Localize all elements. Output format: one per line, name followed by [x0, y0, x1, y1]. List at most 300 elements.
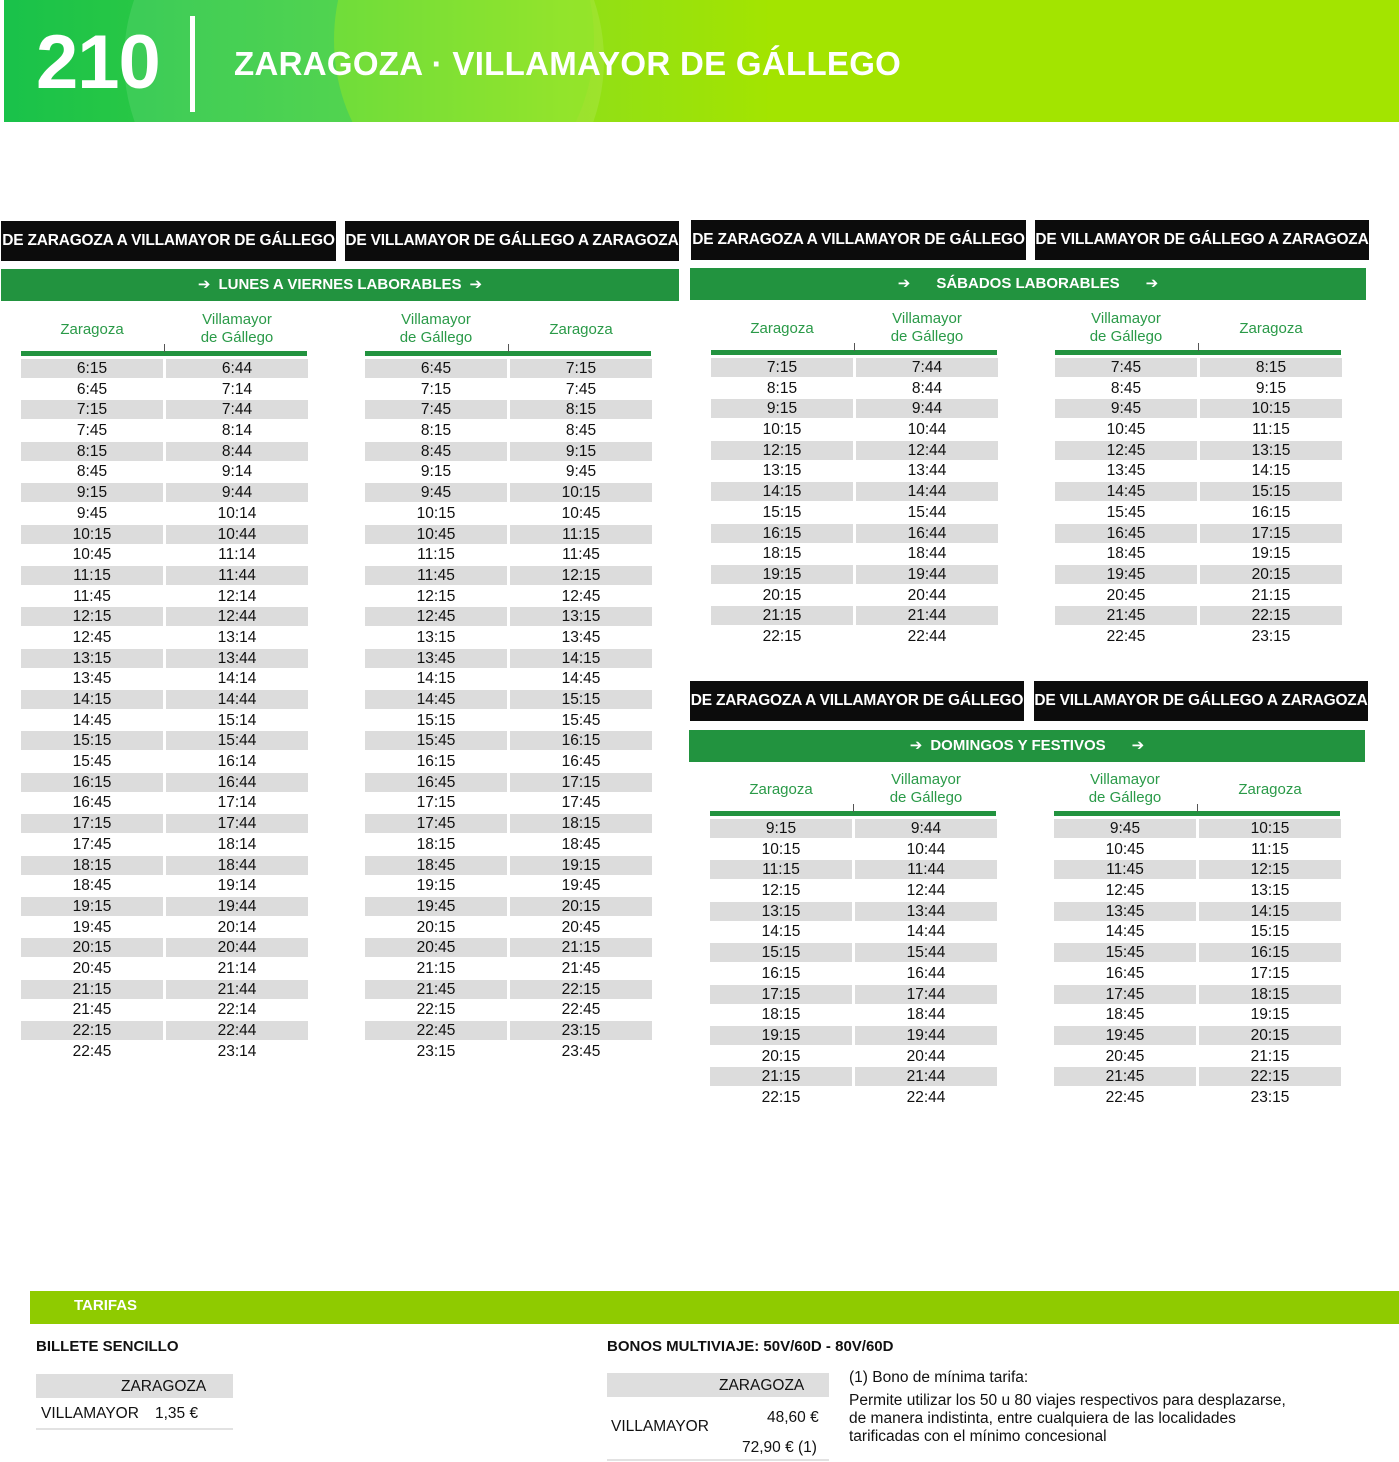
departure-time: 17:44	[855, 985, 997, 1004]
departure-time: 13:15	[1250, 882, 1290, 900]
departure-time: 11:15	[21, 566, 163, 585]
departure-time: 10:14	[217, 504, 257, 522]
departure-time: 20:15	[416, 918, 456, 936]
departure-time: 12:45	[1055, 441, 1197, 460]
departure-time: 11:45	[1054, 860, 1196, 879]
stop-name: Villamayor	[401, 311, 471, 328]
departure-time: 7:45	[565, 380, 597, 398]
departure-time: 11:15	[710, 860, 852, 879]
arrow-right-icon: ➔	[1131, 737, 1145, 754]
column-separator	[1198, 343, 1199, 351]
departure-time: 21:45	[1055, 606, 1197, 625]
departure-time: 20:45	[1106, 586, 1146, 604]
departure-time: 21:45	[561, 959, 601, 977]
arrow-right-icon: ➔	[469, 276, 483, 293]
departure-time: 20:15	[1199, 1026, 1341, 1045]
departure-time: 9:44	[855, 819, 997, 838]
departure-time: 19:45	[72, 918, 112, 936]
departure-time: 14:45	[365, 690, 507, 709]
departure-time: 20:15	[762, 586, 802, 604]
departure-time: 9:15	[711, 399, 853, 418]
departure-time: 9:15	[420, 463, 452, 481]
departure-time: 16:15	[21, 773, 163, 792]
single-ticket-title: BILLETE SENCILLO	[36, 1338, 179, 1355]
departure-time: 9:45	[365, 483, 507, 502]
column-header-zaragoza	[510, 308, 652, 350]
departure-time: 14:15	[510, 649, 652, 668]
departure-time: 11:45	[73, 587, 111, 605]
departure-time: 14:45	[72, 711, 112, 729]
departure-time: 21:44	[855, 1067, 997, 1086]
departure-time: 12:44	[856, 441, 998, 460]
departure-time: 16:15	[510, 731, 652, 750]
column-header-villamayor	[1055, 307, 1197, 349]
stop-name: de Gállego	[200, 329, 274, 346]
departure-time: 14:15	[416, 670, 456, 688]
departure-time: 21:14	[217, 959, 257, 977]
departure-time: 12:45	[72, 628, 112, 646]
departure-time: 11:15	[510, 525, 652, 544]
departure-time: 18:15	[1199, 985, 1341, 1004]
departure-time: 16:15	[1199, 943, 1341, 962]
departure-time: 14:15	[711, 482, 853, 501]
departure-time: 13:45	[365, 649, 507, 668]
departure-time: 9:45	[565, 463, 597, 481]
direction-header-z-to-v: DE ZARAGOZA A VILLAMAYOR DE GÁLLEGO	[691, 220, 1026, 260]
departure-time: 17:44	[166, 814, 308, 833]
departure-time: 8:15	[21, 442, 163, 461]
departure-time: 19:15	[510, 856, 652, 875]
departure-time: 21:45	[1054, 1067, 1196, 1086]
departure-time: 12:15	[21, 607, 163, 626]
fare-note-line: tarificadas con el mínimo concesional	[849, 1428, 1107, 1445]
departure-time: 7:14	[221, 380, 253, 398]
departure-time: 16:45	[1055, 524, 1197, 543]
column-header-villamayor	[855, 768, 997, 810]
departure-time: 20:44	[166, 938, 308, 957]
departure-time: 9:45	[1055, 399, 1197, 418]
departure-time: 10:45	[1105, 840, 1145, 858]
departure-time: 8:45	[365, 442, 507, 461]
departure-time: 22:15	[416, 1001, 456, 1019]
departure-time: 13:45	[1054, 902, 1196, 921]
departure-time: 23:15	[1250, 1088, 1290, 1106]
stop-name: de Gállego	[890, 328, 964, 345]
departure-time: 9:45	[76, 504, 108, 522]
multi-trip-row-label: VILLAMAYOR	[611, 1418, 709, 1435]
departure-time: 16:15	[1251, 503, 1291, 521]
departure-time: 6:45	[76, 380, 108, 398]
departure-time: 16:45	[365, 773, 507, 792]
departure-time: 11:15	[1252, 421, 1290, 439]
departure-time: 15:45	[561, 711, 601, 729]
departure-time: 13:45	[72, 670, 112, 688]
route-number: 210	[36, 20, 160, 105]
departure-time: 6:15	[21, 359, 163, 378]
departure-time: 8:15	[510, 400, 652, 419]
departure-time: 22:14	[217, 1001, 257, 1019]
stop-name: Zaragoza	[1238, 781, 1302, 798]
multi-trip-title: BONOS MULTIVIAJE: 50V/60D - 80V/60D	[607, 1338, 894, 1355]
departure-time: 21:44	[166, 980, 308, 999]
column-header-zaragoza	[711, 307, 853, 349]
departure-time: 20:15	[1200, 565, 1342, 584]
departure-time: 14:15	[1199, 902, 1341, 921]
multi-trip-col-head: ZARAGOZA	[607, 1373, 829, 1397]
departure-time: 14:15	[1251, 462, 1291, 480]
column-header-villamayor	[1054, 768, 1196, 810]
departure-time: 7:15	[510, 359, 652, 378]
stop-name: de Gállego	[1089, 328, 1163, 345]
departure-time: 9:15	[710, 819, 852, 838]
departure-time: 10:15	[762, 421, 802, 439]
stop-name: Zaragoza	[1239, 320, 1303, 337]
departure-time: 20:15	[21, 938, 163, 957]
departure-time: 22:15	[761, 1088, 801, 1106]
arrow-right-icon: ➔	[909, 737, 923, 754]
column-header-zaragoza	[1200, 307, 1342, 349]
departure-time: 20:45	[72, 959, 112, 977]
departure-time: 19:15	[416, 877, 456, 895]
arrow-right-icon: ➔	[197, 276, 211, 293]
departure-time: 9:14	[221, 463, 253, 481]
departure-time: 22:44	[166, 1021, 308, 1040]
departure-time: 9:15	[510, 442, 652, 461]
departure-time: 17:15	[510, 773, 652, 792]
direction-header-v-to-z: DE VILLAMAYOR DE GÁLLEGO A ZARAGOZA	[1034, 681, 1368, 721]
departure-time: 8:45	[1110, 379, 1142, 397]
departure-time: 8:45	[76, 463, 108, 481]
departure-time: 15:45	[1054, 943, 1196, 962]
departure-time: 13:15	[710, 902, 852, 921]
departure-time: 8:44	[911, 379, 943, 397]
direction-header-z-to-v: DE ZARAGOZA A VILLAMAYOR DE GÁLLEGO	[1, 221, 336, 261]
departure-time: 16:44	[166, 773, 308, 792]
departure-time: 15:45	[365, 731, 507, 750]
column-header-villamayor	[166, 308, 308, 350]
divider	[607, 1459, 829, 1461]
departure-time: 18:45	[561, 835, 601, 853]
departure-time: 19:14	[217, 877, 257, 895]
departure-time: 15:44	[855, 943, 997, 962]
departure-time: 21:15	[710, 1067, 852, 1086]
departure-time: 14:45	[1105, 923, 1145, 941]
departure-time: 21:15	[1251, 586, 1291, 604]
departure-time: 13:44	[907, 462, 947, 480]
departure-time: 21:15	[21, 980, 163, 999]
departure-time: 19:45	[365, 897, 507, 916]
stop-name: Villamayor	[202, 311, 272, 328]
daytype-label: DOMINGOS Y FESTIVOS	[930, 737, 1106, 754]
departure-time: 14:44	[906, 923, 946, 941]
departure-time: 20:45	[1105, 1047, 1145, 1065]
departure-time: 18:44	[906, 1006, 946, 1024]
departure-time: 13:15	[21, 649, 163, 668]
departure-time: 12:44	[166, 607, 308, 626]
departure-time: 17:15	[710, 985, 852, 1004]
departure-time: 19:44	[856, 565, 998, 584]
departure-time: 10:44	[166, 525, 308, 544]
departure-time: 12:15	[510, 566, 652, 585]
departure-time: 20:44	[907, 586, 947, 604]
departure-time: 21:15	[510, 938, 652, 957]
departure-time: 19:44	[166, 897, 308, 916]
departure-time: 7:44	[856, 358, 998, 377]
departure-time: 17:45	[1054, 985, 1196, 1004]
single-ticket-price: 1,35 €	[155, 1405, 199, 1422]
departure-time: 10:15	[1199, 819, 1341, 838]
departure-time: 15:15	[1250, 923, 1290, 941]
departure-time: 21:45	[72, 1001, 112, 1019]
departure-time: 16:15	[711, 524, 853, 543]
departure-time: 14:44	[166, 690, 308, 709]
departure-time: 9:45	[1054, 819, 1196, 838]
daytype-saturdays	[690, 268, 1366, 300]
departure-time: 13:14	[217, 628, 257, 646]
departure-time: 10:15	[416, 504, 456, 522]
departure-time: 12:45	[365, 607, 507, 626]
departure-time: 7:15	[21, 400, 163, 419]
departure-time: 15:45	[72, 753, 112, 771]
departure-time: 13:44	[855, 902, 997, 921]
departure-time: 13:45	[561, 628, 601, 646]
departure-time: 22:45	[1106, 627, 1146, 645]
departure-time: 6:44	[166, 359, 308, 378]
departure-time: 14:45	[561, 670, 601, 688]
departure-time: 20:45	[561, 918, 601, 936]
departure-time: 9:15	[21, 483, 163, 502]
departure-time: 15:15	[1200, 482, 1342, 501]
fare-note-line: de manera indistinta, entre cualquiera de las localidades	[849, 1410, 1236, 1427]
departure-time: 18:14	[217, 835, 257, 853]
departure-time: 8:15	[420, 422, 452, 440]
departure-time: 15:44	[166, 731, 308, 750]
stop-name: Villamayor	[1090, 771, 1160, 788]
column-header-villamayor	[856, 307, 998, 349]
departure-time: 19:45	[1055, 565, 1197, 584]
stop-name: Zaragoza	[749, 781, 813, 798]
departure-time: 17:45	[365, 814, 507, 833]
departure-time: 19:45	[1054, 1026, 1196, 1045]
departure-time: 16:44	[906, 964, 946, 982]
departure-time: 16:45	[1105, 964, 1145, 982]
fares-title: TARIFAS	[74, 1297, 138, 1314]
departure-time: 19:45	[561, 877, 601, 895]
departure-time: 16:45	[561, 753, 601, 771]
departure-time: 9:44	[166, 483, 308, 502]
departure-time: 12:44	[906, 882, 946, 900]
departure-time: 14:45	[1055, 482, 1197, 501]
header-divider	[190, 16, 195, 112]
departure-time: 22:45	[72, 1042, 112, 1060]
column-separator	[853, 804, 854, 812]
departure-time: 20:45	[365, 938, 507, 957]
departure-time: 12:15	[1199, 860, 1341, 879]
departure-time: 14:15	[761, 923, 801, 941]
multi-trip-price-80: 72,90 € (1)	[742, 1439, 817, 1456]
departure-time: 22:45	[365, 1021, 507, 1040]
departure-time: 7:45	[1055, 358, 1197, 377]
departure-time: 20:44	[906, 1047, 946, 1065]
departure-time: 6:45	[365, 359, 507, 378]
departure-time: 22:44	[906, 1088, 946, 1106]
departure-time: 19:15	[1251, 545, 1291, 563]
departure-time: 12:45	[561, 587, 601, 605]
departure-time: 11:14	[218, 546, 256, 564]
route-header	[4, 0, 1399, 122]
departure-time: 10:15	[510, 483, 652, 502]
departure-time: 14:14	[217, 670, 257, 688]
departure-time: 13:44	[166, 649, 308, 668]
departure-time: 18:15	[416, 835, 456, 853]
departure-time: 17:45	[561, 794, 601, 812]
departure-time: 17:15	[1200, 524, 1342, 543]
column-separator	[1197, 804, 1198, 812]
departure-time: 21:15	[711, 606, 853, 625]
departure-time: 21:44	[856, 606, 998, 625]
departure-time: 17:15	[1250, 964, 1290, 982]
departure-time: 21:45	[365, 980, 507, 999]
departure-time: 18:45	[72, 877, 112, 895]
fare-note-line: Permite utilizar los 50 u 80 viajes respectivos para desplazarse,	[849, 1392, 1286, 1409]
departure-time: 18:44	[907, 545, 947, 563]
departure-time: 23:15	[510, 1021, 652, 1040]
departure-time: 18:15	[761, 1006, 801, 1024]
departure-time: 23:14	[217, 1042, 257, 1060]
column-separator	[164, 344, 165, 352]
departure-time: 12:15	[761, 882, 801, 900]
departure-time: 15:45	[1106, 503, 1146, 521]
departure-time: 10:45	[1106, 421, 1146, 439]
departure-time: 18:44	[166, 856, 308, 875]
departure-time: 10:44	[907, 421, 947, 439]
departure-time: 10:45	[72, 546, 112, 564]
departure-time: 8:14	[221, 422, 253, 440]
stop-name: Zaragoza	[60, 321, 124, 338]
departure-time: 10:15	[761, 840, 801, 858]
departure-time: 17:15	[21, 814, 163, 833]
departure-time: 22:15	[510, 980, 652, 999]
departure-time: 22:15	[1199, 1067, 1341, 1086]
daytype-weekdays	[1, 269, 679, 301]
departure-time: 8:44	[166, 442, 308, 461]
direction-header-v-to-z: DE VILLAMAYOR DE GÁLLEGO A ZARAGOZA	[1035, 220, 1369, 260]
departure-time: 21:15	[416, 959, 456, 977]
departure-time: 20:14	[217, 918, 257, 936]
departure-time: 10:44	[906, 840, 946, 858]
departure-time: 16:15	[416, 753, 456, 771]
departure-time: 22:44	[907, 627, 947, 645]
departure-time: 22:15	[1200, 606, 1342, 625]
departure-time: 18:15	[21, 856, 163, 875]
departure-time: 11:15	[417, 546, 455, 564]
departure-time: 16:14	[217, 753, 257, 771]
departure-time: 10:15	[1200, 399, 1342, 418]
departure-time: 10:45	[365, 525, 507, 544]
departure-time: 11:45	[365, 566, 507, 585]
departure-time: 14:44	[856, 482, 998, 501]
stop-name: Villamayor	[1091, 310, 1161, 327]
divider	[36, 1428, 233, 1430]
arrow-right-icon: ➔	[897, 275, 911, 292]
departure-time: 7:45	[365, 400, 507, 419]
departure-time: 13:15	[510, 607, 652, 626]
departure-time: 18:45	[1105, 1006, 1145, 1024]
departure-time: 19:15	[711, 565, 853, 584]
departure-time: 7:15	[711, 358, 853, 377]
departure-time: 13:15	[762, 462, 802, 480]
stop-name: de Gállego	[399, 329, 473, 346]
departure-time: 9:44	[856, 399, 998, 418]
column-header-zaragoza	[21, 308, 163, 350]
departure-time: 15:15	[762, 503, 802, 521]
departure-time: 8:45	[565, 422, 597, 440]
departure-time: 10:15	[21, 525, 163, 544]
stop-name: de Gállego	[889, 789, 963, 806]
departure-time: 17:45	[72, 835, 112, 853]
departure-time: 19:15	[1250, 1006, 1290, 1024]
departure-time: 19:44	[855, 1026, 997, 1045]
departure-time: 11:45	[562, 546, 600, 564]
departure-time: 16:44	[856, 524, 998, 543]
departure-time: 15:15	[510, 690, 652, 709]
departure-time: 12:14	[217, 587, 257, 605]
departure-time: 14:15	[21, 690, 163, 709]
direction-header-z-to-v: DE ZARAGOZA A VILLAMAYOR DE GÁLLEGO	[690, 681, 1024, 721]
departure-time: 17:14	[217, 794, 257, 812]
departure-time: 8:15	[766, 379, 798, 397]
single-ticket-col-head: ZARAGOZA	[36, 1374, 233, 1398]
arrow-right-icon: ➔	[1145, 275, 1159, 292]
fare-note-title: (1) Bono de mínima tarifa:	[849, 1369, 1029, 1386]
departure-time: 15:44	[907, 503, 947, 521]
column-separator	[854, 343, 855, 351]
departure-time: 11:44	[855, 860, 997, 879]
departure-time: 11:44	[166, 566, 308, 585]
departure-time: 10:45	[561, 504, 601, 522]
departure-time: 8:15	[1200, 358, 1342, 377]
departure-time: 16:45	[72, 794, 112, 812]
route-title: ZARAGOZA · VILLAMAYOR DE GÁLLEGO	[234, 45, 902, 82]
daytype-label: SÁBADOS LABORABLES	[936, 275, 1120, 292]
departure-time: 15:15	[416, 711, 456, 729]
column-header-zaragoza	[710, 768, 852, 810]
departure-time: 15:15	[710, 943, 852, 962]
departure-time: 13:15	[1200, 441, 1342, 460]
departure-time: 7:15	[420, 380, 452, 398]
column-header-villamayor	[365, 308, 507, 350]
departure-time: 23:15	[416, 1042, 456, 1060]
departure-time: 23:45	[561, 1042, 601, 1060]
departure-time: 17:15	[416, 794, 456, 812]
departure-time: 18:15	[510, 814, 652, 833]
departure-time: 15:14	[217, 711, 257, 729]
daytype-sundays	[689, 730, 1365, 762]
departure-time: 22:15	[21, 1021, 163, 1040]
multi-trip-price-50: 48,60 €	[767, 1409, 819, 1426]
column-separator	[508, 344, 509, 352]
departure-time: 19:15	[21, 897, 163, 916]
departure-time: 12:15	[711, 441, 853, 460]
departure-time: 13:45	[1106, 462, 1146, 480]
departure-time: 18:15	[762, 545, 802, 563]
stop-name: Zaragoza	[750, 320, 814, 337]
stop-name: de Gállego	[1088, 789, 1162, 806]
departure-time: 23:15	[1251, 627, 1291, 645]
departure-time: 16:15	[761, 964, 801, 982]
stop-name: Villamayor	[892, 310, 962, 327]
departure-time: 19:15	[710, 1026, 852, 1045]
